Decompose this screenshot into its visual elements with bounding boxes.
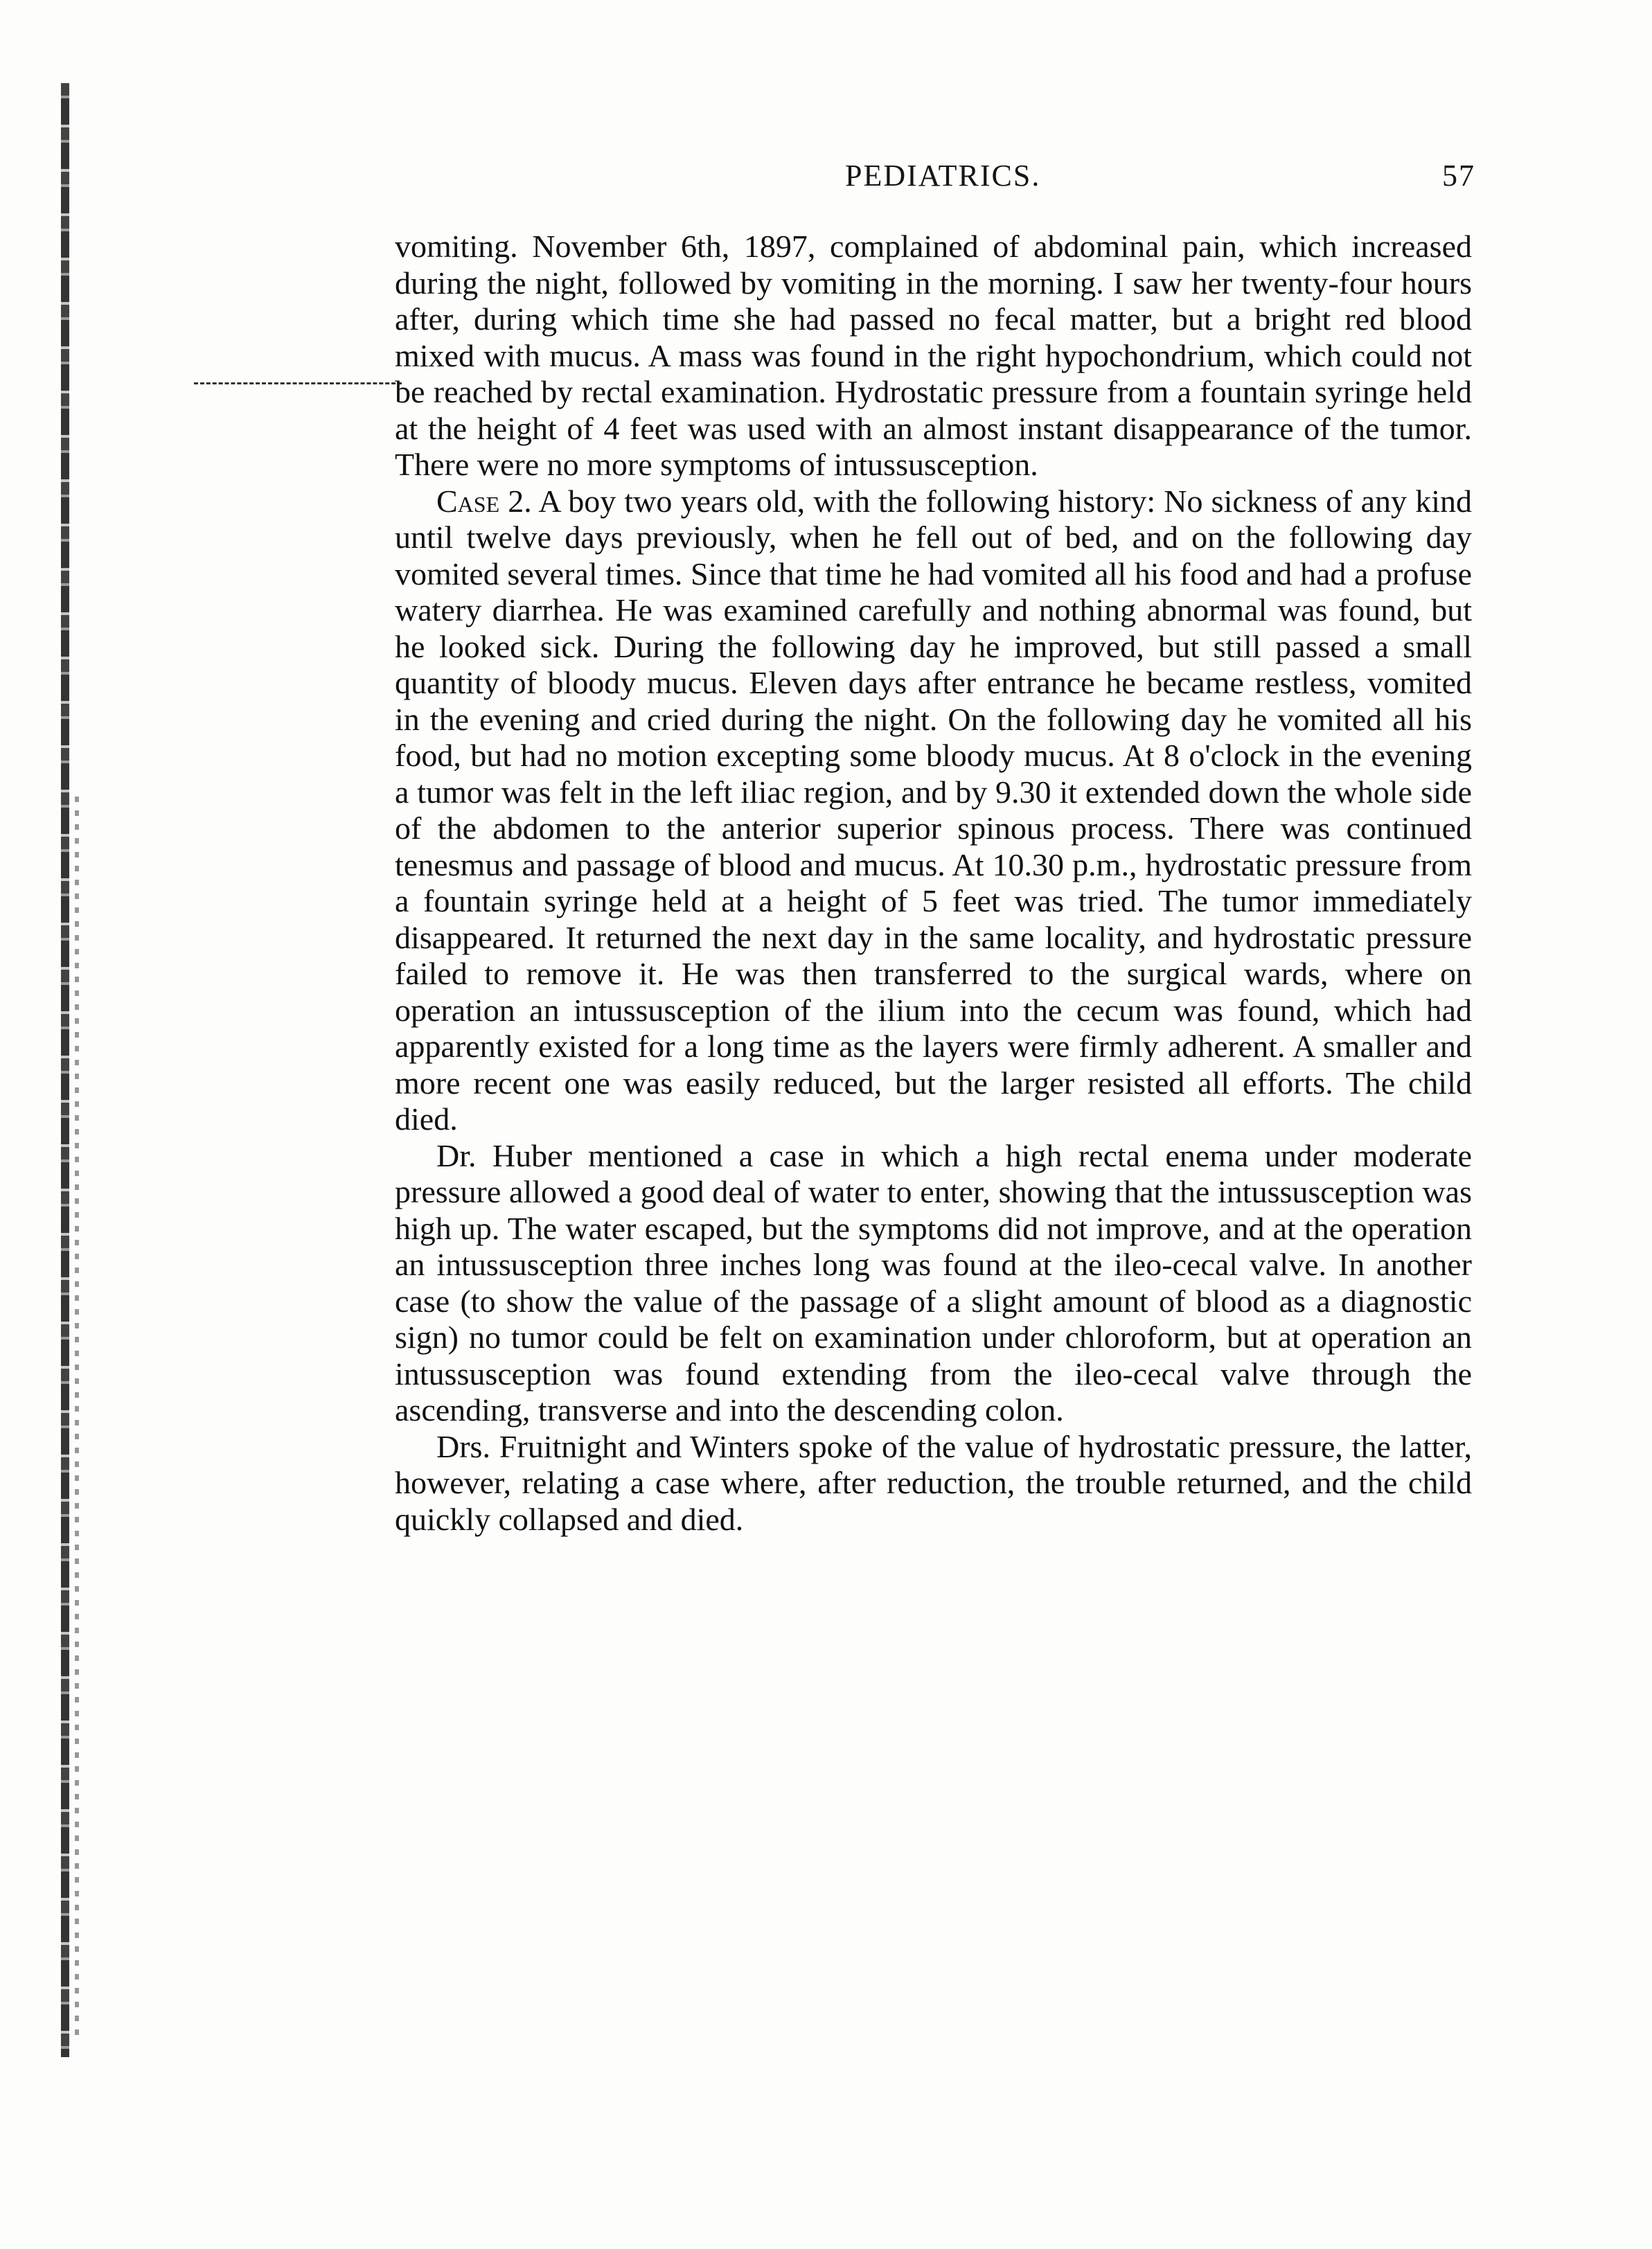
binding-edge [61,83,69,2057]
paragraph-case-1-end [395,229,1472,483]
paragraph-text: vomiting. November 6th, 1897, complained of abdominal pain, which increased during the night, followed by vomiting in the morning. I saw her twenty-four hours after, during which time she had passed no fecal matter, but a bright red blood mixed with mucus. A mass was found in the right hypochondrium, which could not be reached by rectal examination. Hydrostatic pressure from a fountain syringe held at the height of 4 feet was used with an almost instant disappearance of the tumor. There were no more symptoms of intussusception. [395,229,1472,482]
paragraph-text: 2. A boy two years old, with the following history: No sickness of any kind until twelve days previously, when he fell out of bed, and on the following day vomited several times. Since that time he had vomited all his food and had a profuse watery diarrhea. He was examined carefully and nothing abnormal was found, but he looked sick. During the following day he improved, but still passed a small quantity of bloody mucus. Eleven days after entrance he became restless, vomited in the evening and cried during the night. On the following day he vomited all his food, but had no motion excepting some bloody mucus. At 8 o'clock in the evening a tumor was felt in the left iliac region, and by 9.30 it extended down the whole side of the abdomen to the anterior superior spinous process. There was continued tenesmus and passage of blood and mucus. At 10.30 p.m., hydrostatic pressure from a fountain syringe held at a height of 5 feet was tried. The tumor immediately disappeared. It returned the next day in the same locality, and hydrostatic pressure failed to remove it. He was then transferred to the surgical wards, where on operation an intussusception of the ilium into the cecum was found, which had apparently existed for a long time as the layers were firmly adherent. A smaller and more recent one was easily reduced, but the larger resisted all efforts. The child died. [395,483,1472,1137]
paragraph-huber [395,1138,1472,1429]
case-label: Case [436,483,500,519]
paragraph-text: Dr. Huber mentioned a case in which a high rectal enema under moderate pressure allowed a good deal of water to enter, showing that the intussusception was high up. The water escaped, but the symptoms did not improve, and at the operation an intussusception three inches long was found at the ileo-cecal valve. In another case (to show the value of the passage of a slight amount of blood as a diagnostic sign) no tumor could be felt on examination under chloroform, but at operation an intussusception was found extending from the ileo-cecal valve through the ascending, transverse and into the descending colon. [395,1137,1472,1428]
paragraph-text: Drs. Fruitnight and Winters spoke of the value of hydrostatic pressure, the latter, however, relating a case where, after reduction, the trouble returned, and the child quickly collapsed and died. [395,1428,1472,1537]
paragraph-fruitnight-winters [395,1429,1472,1538]
page-header [388,158,1475,213]
paragraph-case-2 [395,483,1472,1138]
binding-shadow [75,797,79,2043]
margin-pencil-mark [194,382,402,384]
body-text [395,229,1472,1538]
running-title: PEDIATRICS. [845,159,1041,193]
page-number: 57 [1442,159,1475,193]
